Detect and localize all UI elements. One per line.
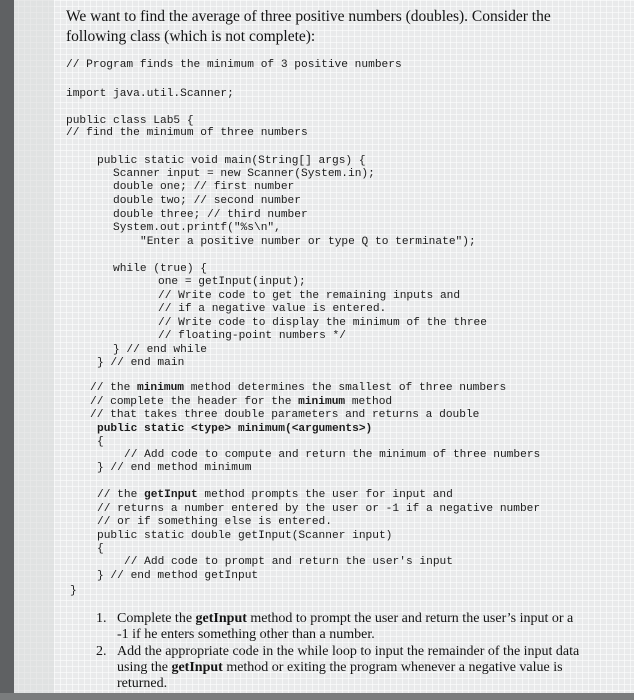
code-line: // Write code to get the remaining inputs and (158, 290, 461, 302)
code-line: "Enter a positive number or type Q to terminate"); (140, 236, 476, 248)
page-margin-shade (14, 0, 54, 700)
code-line: one = getInput(input); (158, 276, 306, 288)
code-line: // that takes three double parameters and returns a double (90, 409, 480, 421)
code-line: // Program finds the minimum of 3 positive numbers (66, 59, 402, 71)
code-line: // the minimum method determines the smallest of three numbers (90, 382, 507, 394)
code-line: // floating-point numbers */ (158, 330, 346, 342)
code-line: } // end while (113, 344, 207, 356)
page-heading: We want to find the average of three positive numbers (doubles). Consider the following class (which is not complete): (66, 8, 551, 45)
code-line: // Add code to compute and return the minimum of three numbers (124, 449, 541, 461)
list-item: Add the appropriate code in the while loop to input the remainder of the input data using the getInput method or exiting the program whenever a negative value is returned. (117, 644, 580, 691)
code-line: public static double getInput(Scanner input) (97, 530, 393, 542)
code-line: // Write code to display the minimum of the three (158, 317, 487, 329)
code-line: System.out.printf("%s\n", (113, 222, 281, 234)
code-line: // if a negative value is entered. (158, 303, 387, 315)
list-number: 2. (96, 644, 107, 659)
list-number: 1. (96, 611, 107, 626)
code-line: } // end method minimum (97, 462, 252, 474)
code-line: double two; // second number (113, 195, 301, 207)
code-line: // returns a number entered by the user or -1 if a negative number (97, 503, 541, 515)
code-line: // or if something else is entered. (97, 516, 332, 528)
code-line: // the getInput method prompts the user for input and (97, 489, 453, 501)
code-line: public static <type> minimum(<arguments>) (97, 423, 373, 435)
page-left-edge (0, 0, 14, 700)
code-line: { (97, 436, 104, 448)
code-line: Scanner input = new Scanner(System.in); (113, 168, 375, 180)
code-line: public class Lab5 { (66, 115, 194, 127)
code-line: double three; // third number (113, 209, 308, 221)
code-line: } // end main (97, 357, 185, 369)
code-line: while (true) { (113, 263, 207, 275)
code-line: // complete the header for the minimum method (90, 396, 393, 408)
page-bottom-edge (0, 693, 634, 700)
code-line: } // end method getInput (97, 570, 259, 582)
code-line: double one; // first number (113, 181, 295, 193)
code-line: } (70, 585, 77, 597)
code-line: public static void main(String[] args) { (97, 155, 366, 167)
code-line: import java.util.Scanner; (66, 88, 234, 100)
list-item: Complete the getInput method to prompt the user and return the user’s input or a -1 if he enters something other than a number. (117, 611, 574, 642)
code-line: { (97, 543, 104, 555)
code-line: // find the minimum of three numbers (66, 127, 308, 139)
code-line: // Add code to prompt and return the user's input (124, 556, 453, 568)
